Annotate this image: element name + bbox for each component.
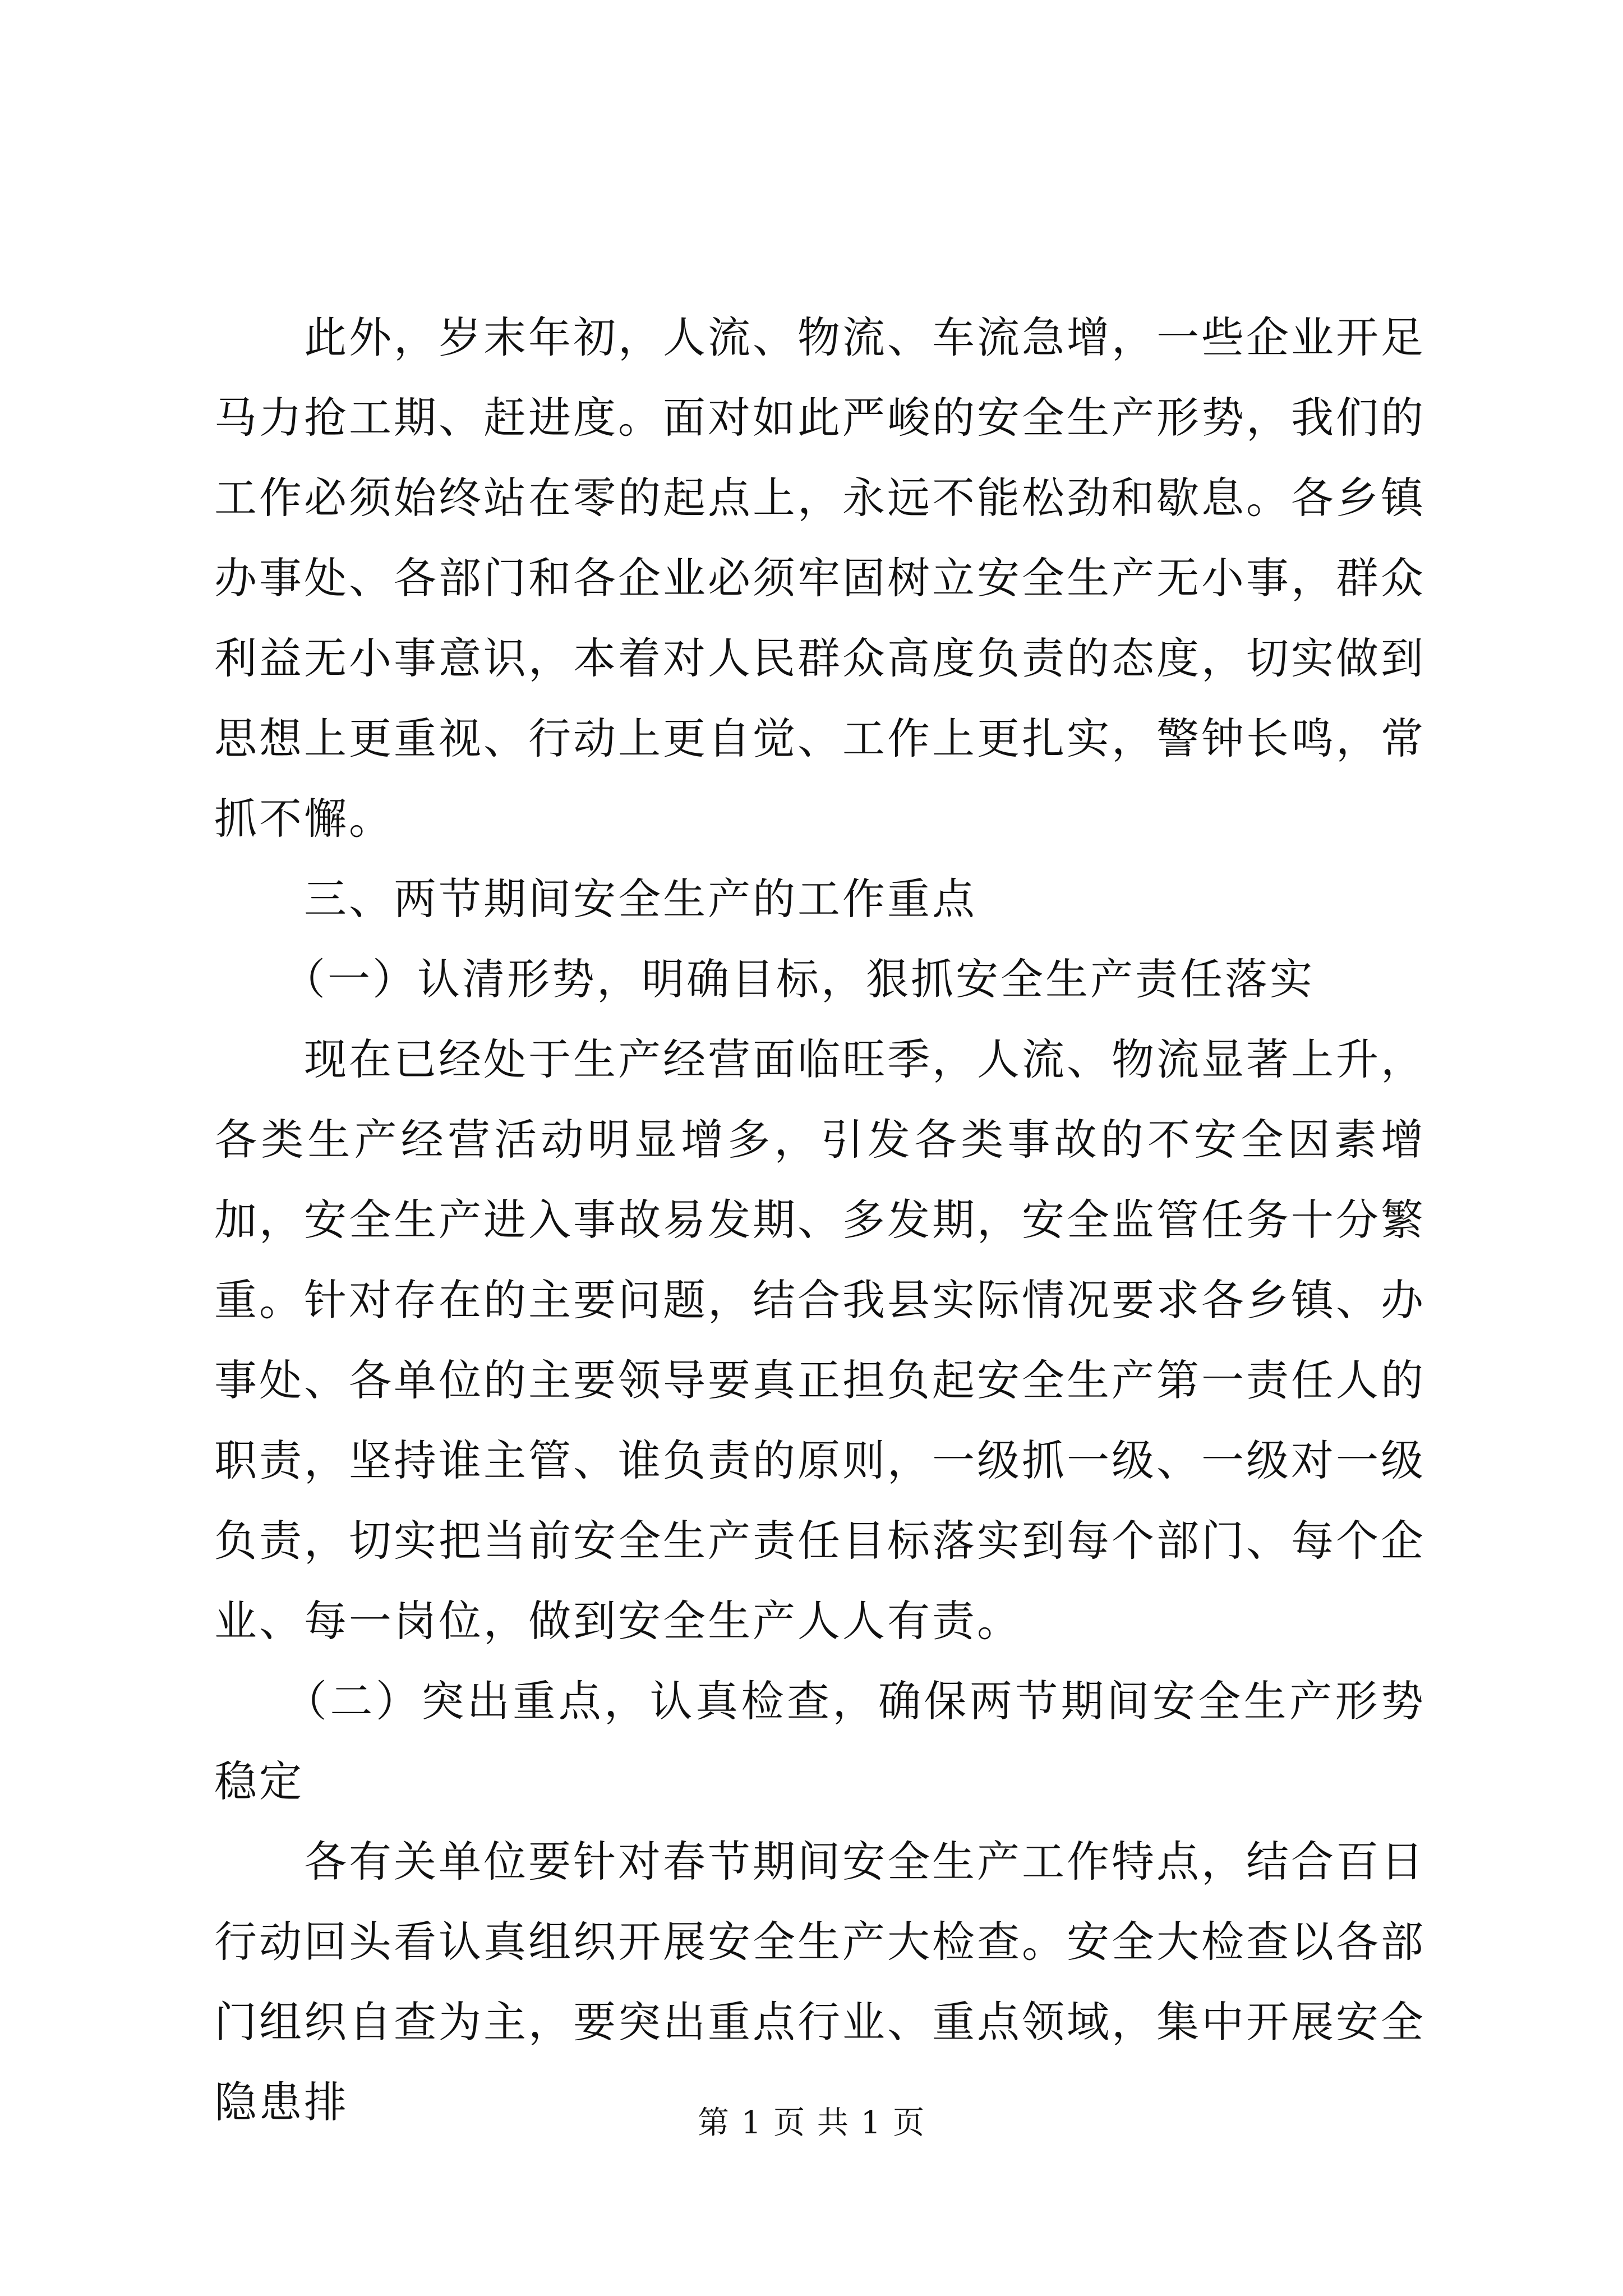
page-number-footer: 第 1 页 共 1 页 bbox=[697, 2105, 926, 2141]
section-heading-work-focus: 三、两节期间安全生产的工作重点 bbox=[214, 874, 977, 924]
paragraph-responsibility: 现在已经处于生产经营面临旺季，人流、物流显著上升，各类生产经营活动明显增多，引发各类事故的不安全因素增加，安全生产进入事故易发期、多发期，安全监管任务十分繁重。针对存在的主要问题，结合我县实际情况要求各乡镇、办事处、各单位的主要领导要真正担负起安全生产第一责任人的职责，坚持谁主管、谁负责的原则，一级抓一级、一级对一级负责，切实把当前安全生产责任目标落实到每个部门、每个企业、每一岗位，做到安全生产人人有责。 bbox=[214, 1034, 1426, 1646]
paragraph-safety-situation: 此外，岁末年初，人流、物流、车流急增，一些企业开足马力抢工期、赶进度。面对如此严峻的安全生产形势，我们的工作必须始终站在零的起点上，永远不能松劲和歇息。各乡镇办事处、各部门和各企业必须牢固树立安全生产无小事，群众利益无小事意识，本着对人民群众高度负责的态度，切实做到思想上更重视、行动上更自觉、工作上更扎实，警钟长鸣，常抓不懈。 bbox=[214, 312, 1426, 844]
paragraph-inspection: 各有关单位要针对春节期间安全生产工作特点，结合百日行动回头看认真组织开展安全生产大检查。安全大检查以各部门组织自查为主，要突出重点行业、重点领域，集中开展安全隐患排 bbox=[214, 1837, 1426, 2127]
body-text bbox=[214, 297, 1426, 2142]
subheading-inspection: （二）突出重点，认真检查，确保两节期间安全生产形势稳定 bbox=[214, 1676, 1426, 1806]
subheading-responsibility: （一）认清形势，明确目标，狠抓安全生产责任落实 bbox=[214, 954, 1315, 1004]
